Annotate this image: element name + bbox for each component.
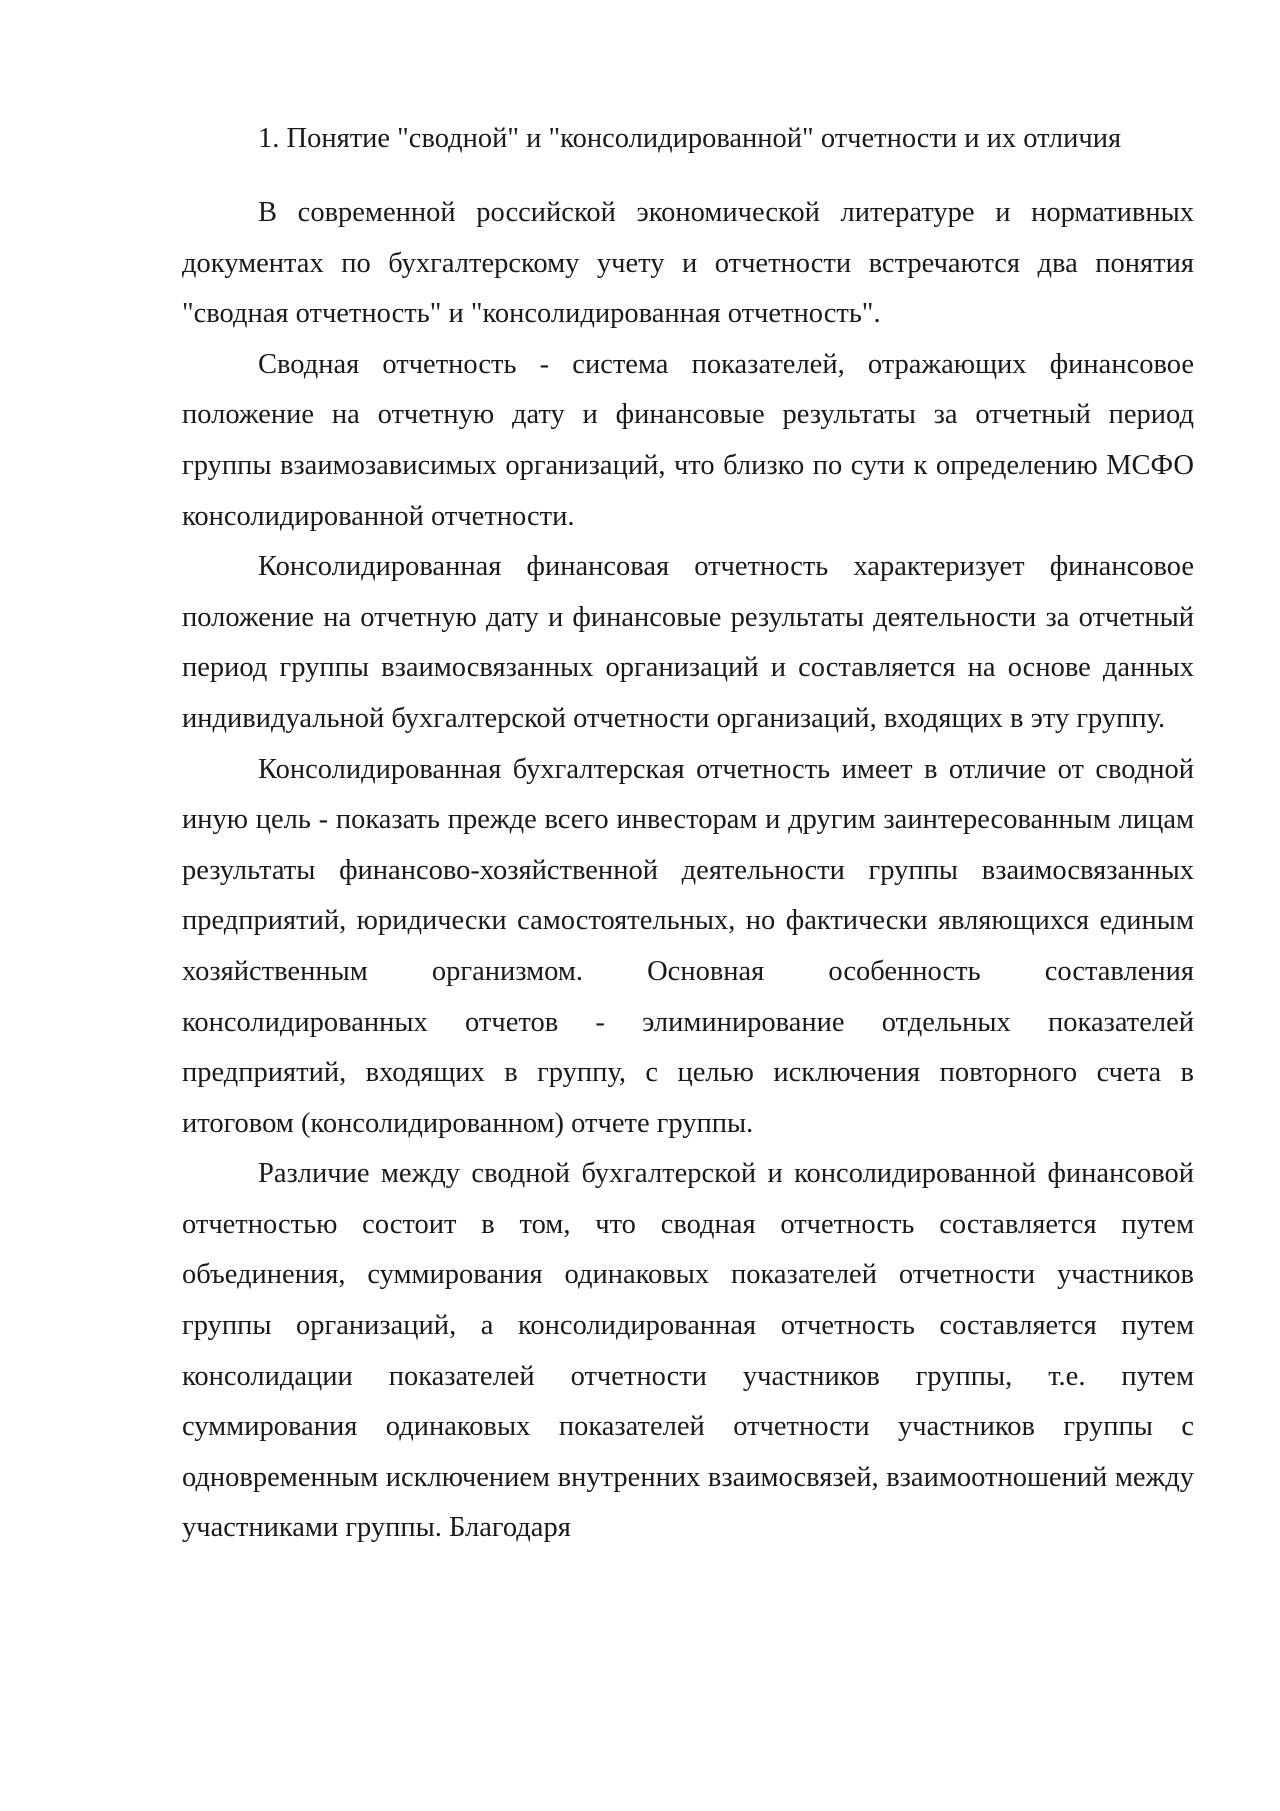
paragraph-2: Сводная отчетность - система показателей, отражающих финансовое положение на отчетную дату и финансовые результаты за отчетный период группы взаимозависимых организаций, что близко по сути к определению МСФО консолидированной отчетности.: [182, 348, 1194, 532]
document-body: [182, 112, 1194, 1554]
paragraph-4: Консолидированная бухгалтерская отчетность имеет в отличие от сводной иную цель - показать прежде всего инвесторам и другим заинтересованным лицам результаты финансово-хозяйственной деятельности группы взаимосвязанных предприятий, юридически самостоятельных, но фактически являющихся единым хозяйственным организмом. Основная особенность составления консолидированных отчетов - элиминирование отдельных показателей предприятий, входящих в группу, с целью исключения повторного счета в итоговом (консолидированном) отчете группы.: [182, 753, 1194, 1139]
section-heading: 1. Понятие "сводной" и "консолидированной" отчетности и их отличия: [258, 123, 1122, 154]
paragraph-1: В современной российской экономической литературе и нормативных документах по бухгалтерскому учету и отчетности встречаются два понятия "сводная отчетность" и "консолидированная отчетность".: [182, 197, 1194, 330]
paragraph-3: Консолидированная финансовая отчетность характеризует финансовое положение на отчетную дату и финансовые результаты деятельности за отчетный период группы взаимосвязанных организаций и составляется на основе данных индивидуальной бухгалтерской отчетности организаций, входящих в эту группу.: [182, 551, 1194, 734]
paragraph-5: Различие между сводной бухгалтерской и консолидированной финансовой отчетностью состоит в том, что сводная отчетность составляется путем объединения, суммирования одинаковых показателей отчетности участников группы организаций, а консолидированная отчетность составляется путем консолидации показателей отчетности участников группы, т.е. путем суммирования одинаковых показателей отчетности участников группы с одновременным исключением внутренних взаимосвязей, взаимоотношений между участниками группы. Благодаря: [182, 1158, 1194, 1544]
